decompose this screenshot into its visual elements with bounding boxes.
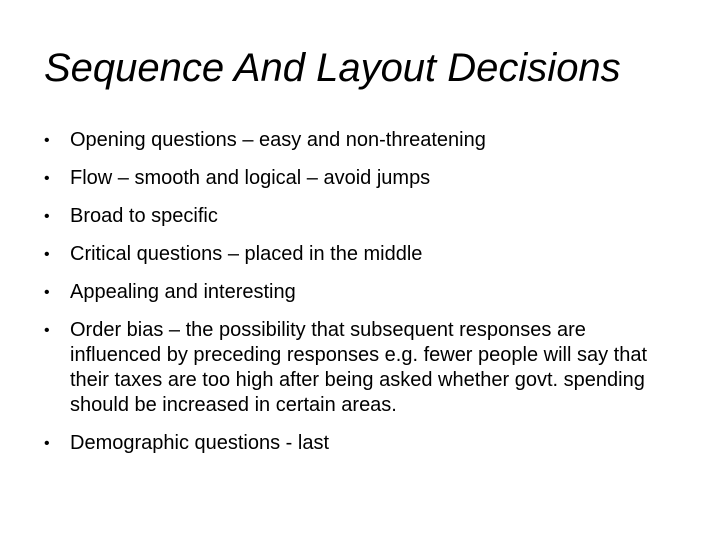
bullet-text: Opening questions – easy and non-threatening — [70, 129, 486, 151]
bullet-item-order-bias — [44, 318, 694, 418]
bullet-item-flow — [44, 166, 694, 191]
bullet-list — [44, 128, 694, 469]
bullet-item-demographic-questions — [44, 431, 694, 456]
bullet-dot-icon: • — [44, 435, 50, 452]
bullet-item-critical-questions — [44, 242, 694, 267]
bullet-dot-icon: • — [44, 284, 50, 301]
bullet-dot-icon: • — [44, 208, 50, 225]
slide-title: Sequence And Layout Decisions — [44, 46, 621, 90]
bullet-item-broad-to-specific — [44, 204, 694, 229]
bullet-text: Broad to specific — [70, 205, 218, 227]
bullet-dot-icon: • — [44, 246, 50, 263]
bullet-item-opening-questions — [44, 128, 694, 153]
bullet-text: Flow – smooth and logical – avoid jumps — [70, 167, 431, 189]
bullet-dot-icon: • — [44, 132, 50, 149]
bullet-text: Order bias – the possibility that subsequent responses are influenced by preceding responses e.g. fewer people will say that their taxes are too high after being asked whether govt. spending should be increased in certain areas. — [70, 319, 648, 416]
bullet-dot-icon: • — [44, 170, 50, 187]
bullet-item-appealing — [44, 280, 694, 305]
bullet-dot-icon: • — [44, 322, 50, 339]
bullet-text: Appealing and interesting — [70, 281, 296, 303]
bullet-text: Critical questions – placed in the middle — [70, 243, 423, 265]
bullet-text: Demographic questions - last — [70, 432, 330, 454]
